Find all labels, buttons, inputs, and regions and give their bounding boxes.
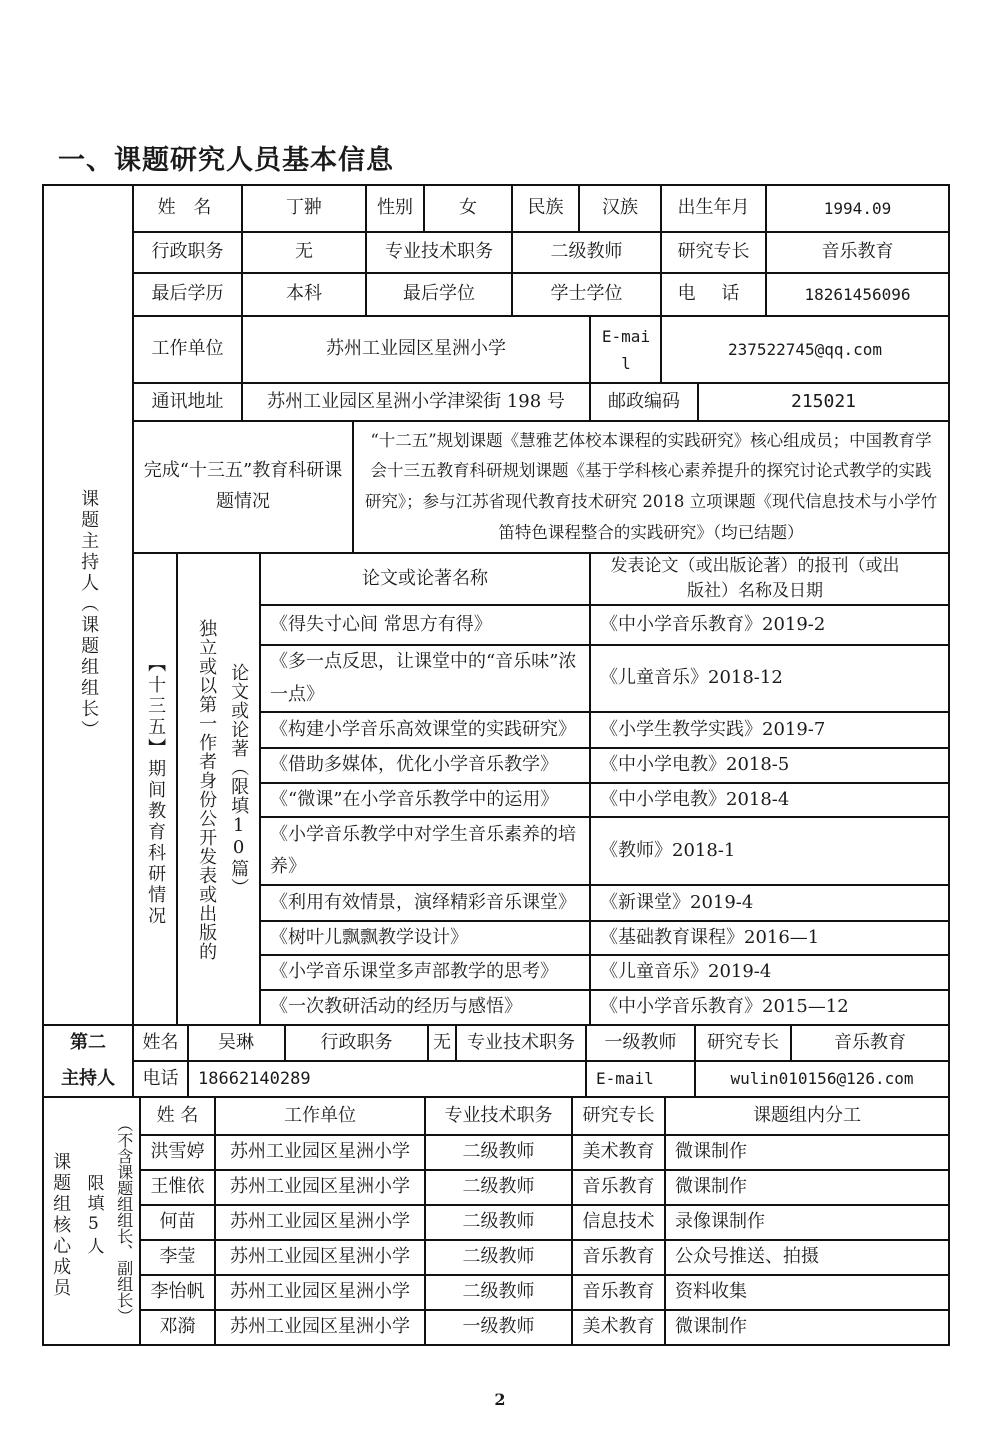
members-section-label: 课题组核心成员	[50, 1151, 72, 1299]
member-role: 公众号推送、拍摄	[675, 1246, 819, 1268]
postcode-value: 215021	[790, 390, 857, 412]
paper-pub: 《中小学电教》2018-4	[600, 788, 790, 810]
member-specialty: 音乐教育	[582, 1176, 655, 1198]
paper-title: 《多一点反思，让课堂中的“音乐味”浓一点》	[270, 651, 577, 705]
second-host-label-1: 第二	[70, 1031, 106, 1053]
papers-sub-label-2: 论文或论著（限填10篇）	[228, 663, 250, 897]
paper-title: 《构建小学音乐高效课堂的实践研究》	[270, 718, 576, 740]
papers-sub-label: 独立或以第一作者身份公开发表或出版的	[196, 619, 218, 961]
second-email-label: E-mail	[596, 1069, 654, 1089]
phone-label: 电 话	[677, 283, 750, 305]
project-label: 完成“十三五”教育科研课题情况	[143, 460, 343, 512]
postcode-label: 邮政编码	[608, 390, 680, 412]
paper-pub: 《儿童音乐》2019-4	[600, 961, 772, 983]
second-specialty-value: 音乐教育	[834, 1031, 906, 1053]
name-value: 丁翀	[286, 197, 322, 219]
member-name: 洪雪婷	[150, 1141, 205, 1163]
member-role: 录像课制作	[675, 1211, 765, 1233]
members-header-role: 课题组内分工	[753, 1104, 861, 1126]
second-specialty-label: 研究专长	[707, 1031, 779, 1053]
paper-pub: 《中小学音乐教育》2015—12	[600, 996, 849, 1018]
second-name-label: 姓名	[142, 1031, 179, 1053]
project-text: “十二五”规划课题《慧雅艺体校本课程的实践研究》核心组成员；中国教育学会十三五教育科研规划课题《基于学科核心素养提升的探究讨论式教学的实践研究》；参与江苏省现代教育技术研究 2018 立项课题《现代信息技术与小学竹笛特色课程整合的实践研究》（均已结题）	[364, 430, 938, 542]
member-tech: 二级教师	[462, 1246, 535, 1268]
host-section-label: 课题主持人（课题组组长）	[78, 489, 100, 741]
member-tech: 二级教师	[462, 1176, 535, 1198]
papers-col-pub-header: 发表论文（或出版论著）的报刊（或出版社）名称及日期	[610, 555, 900, 601]
edu-label: 最后学历	[151, 283, 224, 305]
member-specialty: 音乐教育	[582, 1246, 655, 1268]
member-name: 李怡帆	[150, 1281, 205, 1303]
member-name: 李莹	[159, 1246, 196, 1268]
members-header-specialty: 研究专长	[582, 1104, 655, 1126]
second-email-value: wulin010156@126.com	[730, 1069, 914, 1089]
papers-col-title-header: 论文或论著名称	[362, 567, 488, 589]
member-tech: 二级教师	[462, 1141, 535, 1163]
member-unit: 苏州工业园区星洲小学	[230, 1141, 410, 1163]
member-tech: 一级教师	[462, 1316, 535, 1338]
paper-pub: 《小学生教学实践》2019-7	[600, 718, 826, 740]
ethnic-label: 民族	[527, 197, 564, 219]
address-value: 苏州工业园区星洲小学津梁街 198 号	[267, 390, 565, 412]
second-admin-label: 行政职务	[320, 1031, 393, 1053]
member-role: 微课制作	[675, 1176, 747, 1198]
email-label: E-mail	[601, 326, 651, 373]
papers-period-label: 【十三五】期间教育科研情况	[145, 653, 167, 927]
paper-title: 《得失寸心间 常思方有得》	[270, 613, 492, 635]
second-phone-label: 电话	[142, 1067, 179, 1089]
member-unit: 苏州工业园区星洲小学	[230, 1316, 410, 1338]
second-host-label-2: 主持人	[61, 1067, 115, 1089]
specialty-value: 音乐教育	[821, 241, 894, 263]
member-role: 微课制作	[675, 1141, 747, 1163]
member-role: 资料收集	[675, 1281, 747, 1303]
phone-value: 18261456096	[804, 284, 911, 304]
member-name: 何苗	[159, 1211, 196, 1233]
second-admin-value: 无	[433, 1031, 451, 1053]
paper-pub: 《中小学音乐教育》2019-2	[600, 613, 826, 635]
paper-pub: 《教师》2018-1	[600, 839, 736, 861]
tech-label: 专业技术职务	[385, 241, 493, 263]
member-role: 微课制作	[675, 1316, 747, 1338]
paper-title: 《借助多媒体，优化小学音乐教学》	[270, 754, 558, 776]
gender-label: 性别	[377, 197, 413, 219]
admin-value: 无	[295, 241, 313, 263]
paper-title: 《树叶儿飘飘教学设计》	[270, 926, 468, 948]
birth-label: 出生年月	[677, 197, 750, 219]
member-unit: 苏州工业园区星洲小学	[230, 1211, 410, 1233]
member-name: 王惟依	[150, 1176, 205, 1198]
page-number: 2	[494, 1390, 506, 1409]
paper-title: 《“微课”在小学音乐教学中的运用》	[270, 788, 559, 810]
birth-value: 1994.09	[823, 198, 892, 218]
ethnic-value: 汉族	[602, 197, 638, 219]
members-header-tech: 专业技术职务	[444, 1104, 553, 1126]
second-name-value: 吴琳	[218, 1031, 254, 1053]
gender-value: 女	[459, 197, 477, 219]
member-specialty: 美术教育	[582, 1316, 655, 1338]
degree-label: 最后学位	[403, 283, 475, 305]
member-unit: 苏州工业园区星洲小学	[230, 1176, 410, 1198]
member-specialty: 美术教育	[582, 1141, 655, 1163]
paper-pub: 《儿童音乐》2018-12	[600, 667, 783, 689]
second-phone-value: 18662140289	[198, 1068, 311, 1089]
paper-title: 《一次教研活动的经历与感悟》	[270, 996, 522, 1018]
members-limit-label: 限填5人	[83, 1173, 104, 1257]
members-header-name: 姓 名	[156, 1104, 199, 1126]
email-value: 237522745@qq.com	[727, 339, 883, 359]
member-tech: 二级教师	[462, 1281, 535, 1303]
member-specialty: 信息技术	[582, 1211, 655, 1233]
paper-title: 《利用有效情景，演绎精彩音乐课堂》	[270, 891, 576, 913]
second-tech-label: 专业技术职务	[467, 1031, 575, 1053]
paper-pub: 《中小学电教》2018-5	[600, 754, 790, 776]
unit-label: 工作单位	[151, 338, 224, 360]
members-header-unit: 工作单位	[284, 1104, 356, 1126]
section-heading: 一、课题研究人员基本信息	[58, 145, 394, 176]
edu-value: 本科	[286, 283, 322, 305]
second-tech-value: 一级教师	[604, 1031, 677, 1053]
unit-value: 苏州工业园区星洲小学	[326, 338, 506, 360]
paper-title: 《小学音乐课堂多声部教学的思考》	[270, 961, 558, 983]
member-name: 邓漪	[159, 1316, 196, 1338]
specialty-label: 研究专长	[677, 241, 750, 263]
paper-title: 《小学音乐教学中对学生音乐素养的培养》	[270, 823, 576, 877]
tech-value: 二级教师	[550, 241, 623, 263]
member-unit: 苏州工业园区星洲小学	[230, 1281, 410, 1303]
name-label: 姓 名	[157, 197, 218, 219]
member-unit: 苏州工业园区星洲小学	[230, 1246, 410, 1268]
paper-pub: 《基础教育课程》2016—1	[600, 926, 820, 948]
member-tech: 二级教师	[462, 1211, 535, 1233]
address-label: 通讯地址	[151, 390, 224, 412]
degree-value: 学士学位	[550, 283, 623, 305]
paper-pub: 《新课堂》2019-4	[600, 891, 754, 913]
admin-label: 行政职务	[151, 241, 224, 263]
members-note-label: （不含课题组组长、副组长）	[114, 1116, 134, 1324]
member-specialty: 音乐教育	[582, 1281, 655, 1303]
